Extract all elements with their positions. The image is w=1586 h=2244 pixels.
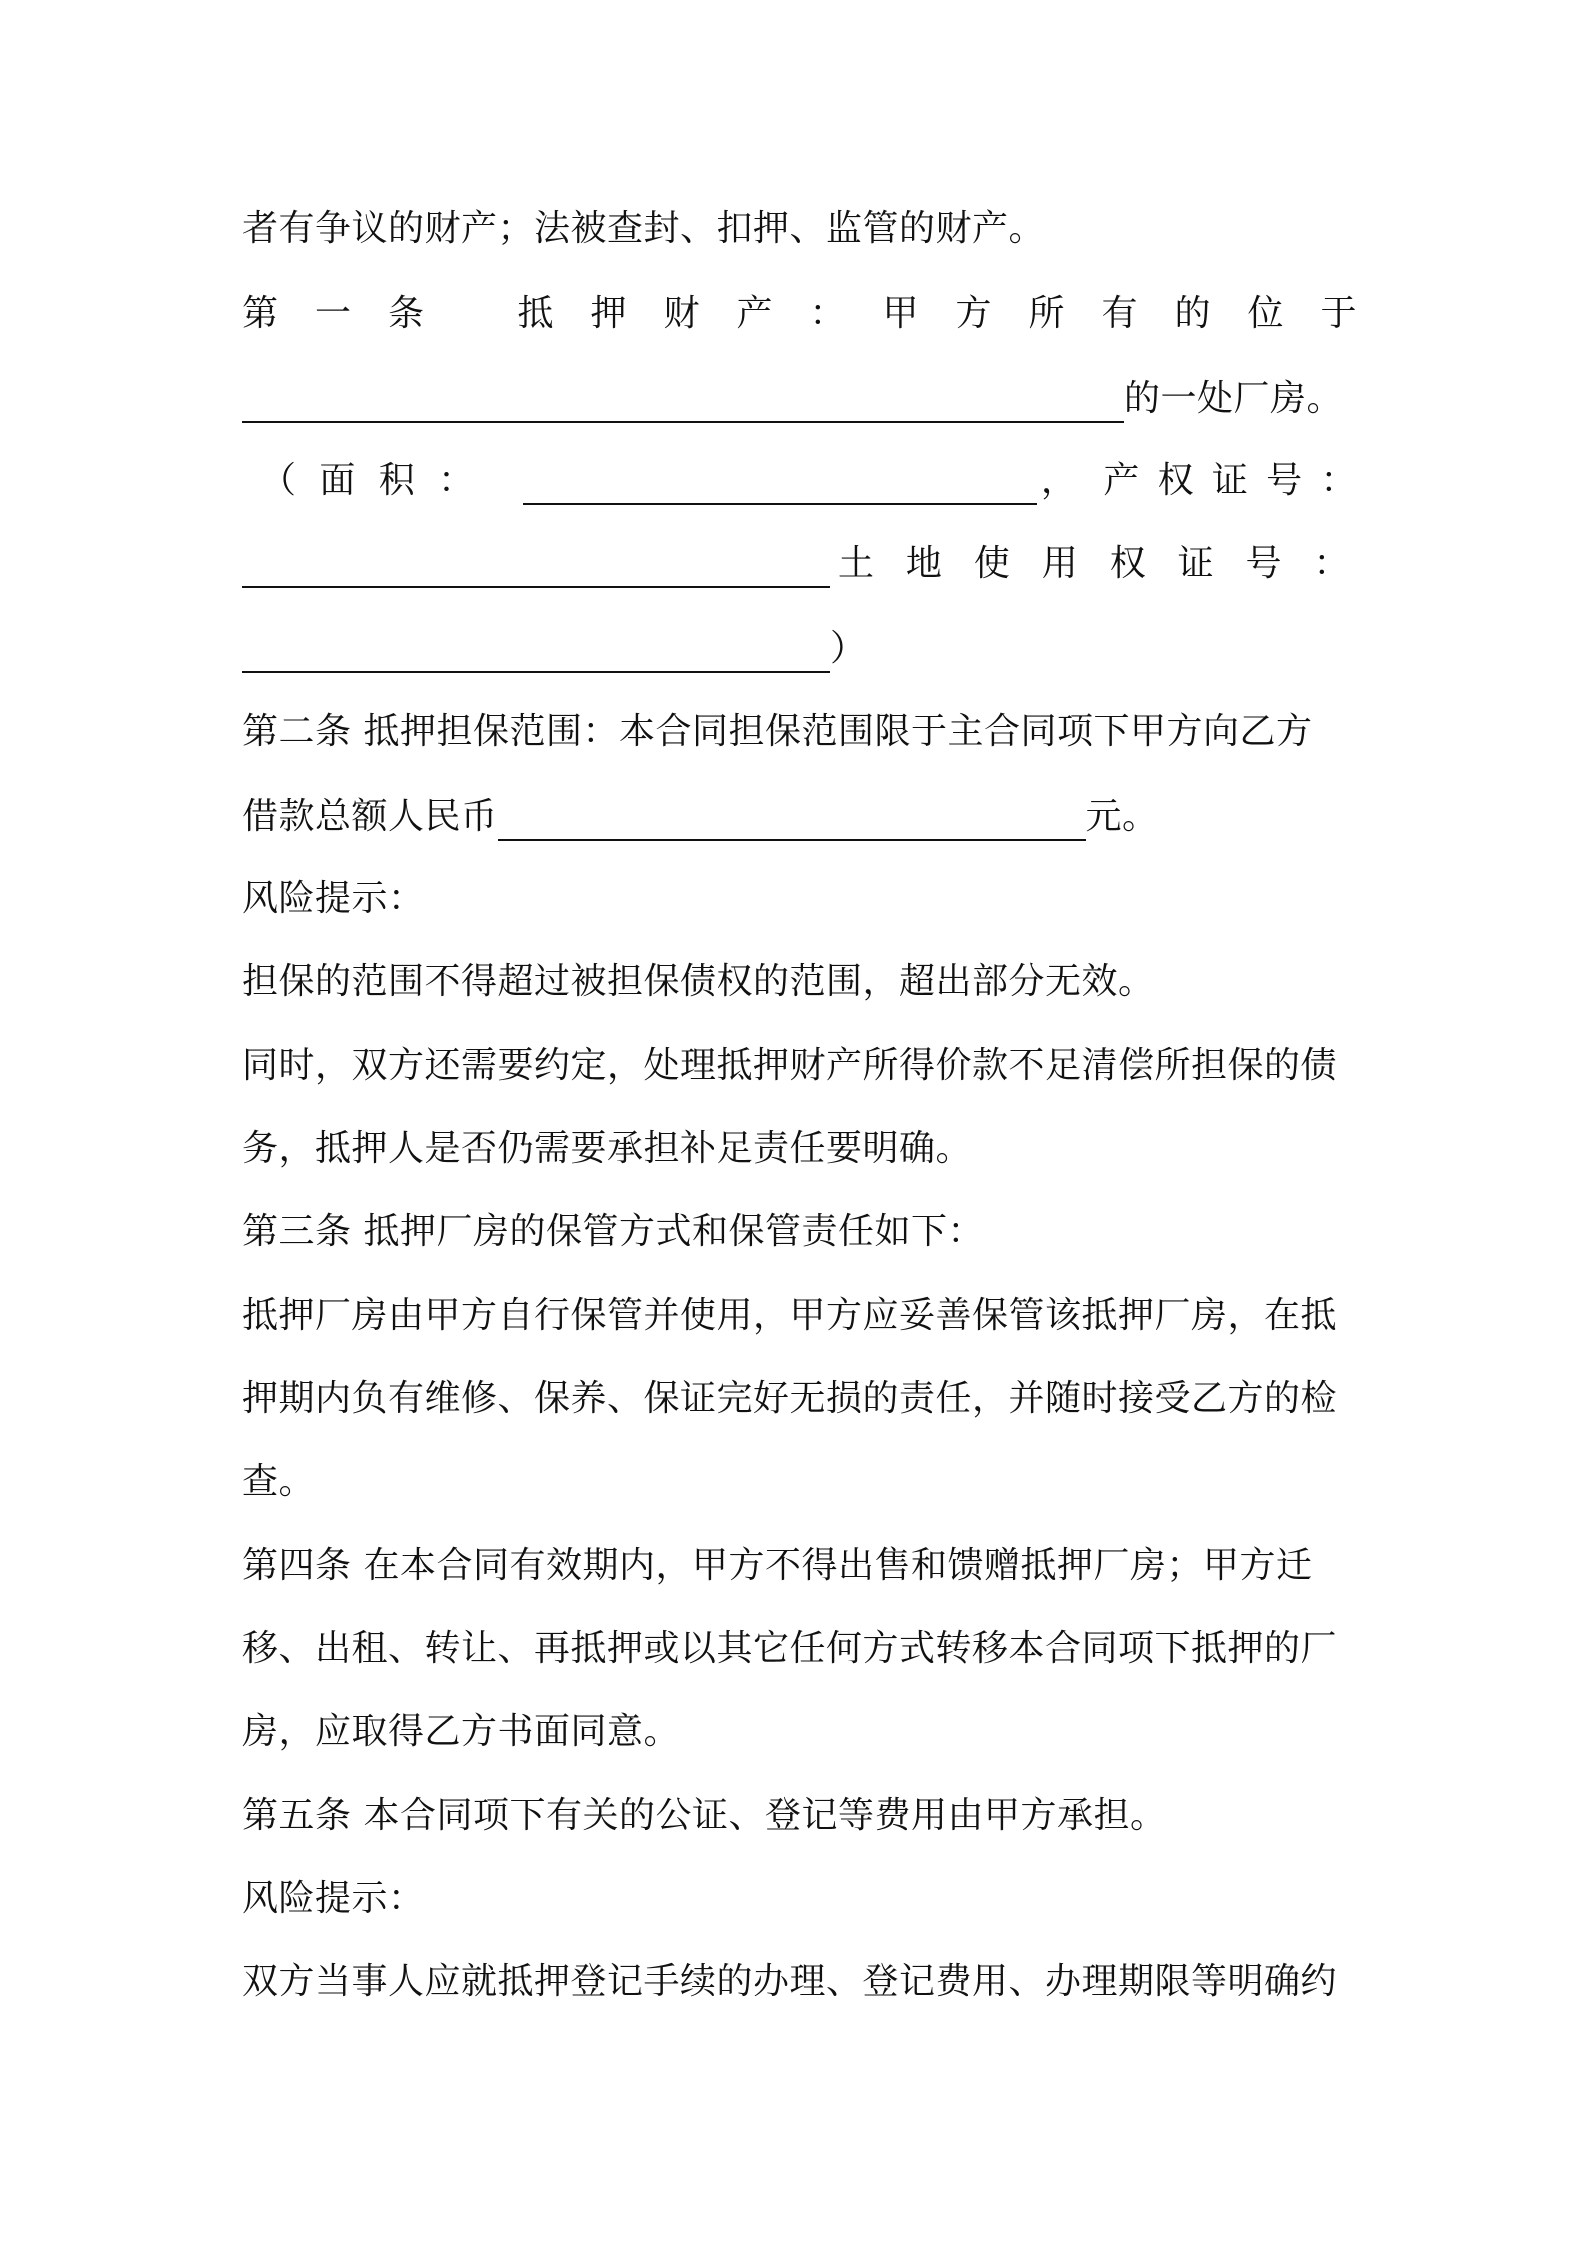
text-line-16: 查。 xyxy=(242,1461,316,1502)
char: 一 xyxy=(315,293,352,334)
text-line-22: 双方当事人应就抵押登记手续的办理、登记费用、办理期限等明确约 xyxy=(242,1961,1338,2002)
char: 有 xyxy=(1101,293,1138,334)
char: 积 xyxy=(378,460,416,501)
text: 的一处厂房。 xyxy=(1124,378,1344,419)
char: （ xyxy=(260,460,297,501)
char: 证 xyxy=(1177,543,1215,584)
text: ） xyxy=(830,628,867,669)
comma: ， xyxy=(1040,460,1078,501)
text: 元。 xyxy=(1085,796,1159,837)
char: 产 xyxy=(736,293,773,334)
char: 所 xyxy=(1028,293,1065,334)
land-cert-blank xyxy=(242,633,830,673)
location-line xyxy=(242,375,1357,423)
risk-tip-label: 风险提示： xyxy=(242,878,425,919)
char: ： xyxy=(1313,543,1350,584)
char: 面 xyxy=(319,460,356,501)
text-line-14: 抵押厂房由甲方自行保管并使用，甲方应妥善保管该抵押厂房，在抵 xyxy=(242,1295,1338,1336)
text-line-12: 务，抵押人是否仍需要承担补足责任要明确。 xyxy=(242,1128,973,1169)
property-cert-label xyxy=(1103,457,1357,505)
text-line-18: 移、出租、转让、再抵押或以其它任何方式转移本合同项下抵押的厂 xyxy=(242,1628,1338,1669)
char: 的 xyxy=(1174,293,1211,334)
text-line-19: 房，应取得乙方书面同意。 xyxy=(242,1711,681,1752)
property-cert-blank xyxy=(242,548,830,588)
article-1-heading xyxy=(242,290,1357,338)
article-3-heading: 第三条 抵押厂房的保管方式和保管责任如下： xyxy=(242,1211,984,1252)
char: 使 xyxy=(973,543,1011,584)
area-label xyxy=(260,457,475,505)
char: 地 xyxy=(905,543,943,584)
area-blank xyxy=(523,465,1037,505)
text-line-11: 同时，双方还需要约定，处理抵押财产所得价款不足清偿所担保的债 xyxy=(242,1045,1338,1086)
char: ： xyxy=(438,460,475,501)
char: ： xyxy=(1320,460,1357,501)
text-line-10: 担保的范围不得超过被担保债权的范围，超出部分无效。 xyxy=(242,961,1155,1002)
article-2-heading: 第二条 抵押担保范围：本合同担保范围限于主合同项下甲方向乙方 xyxy=(242,711,1313,752)
char: 甲 xyxy=(882,293,919,334)
char: 证 xyxy=(1211,460,1249,501)
char: 土 xyxy=(838,543,875,584)
char: 权 xyxy=(1109,543,1147,584)
char: 押 xyxy=(590,293,627,334)
land-cert-label xyxy=(838,540,1350,588)
char: 用 xyxy=(1041,543,1079,584)
article-5-heading: 第五条 本合同项下有关的公证、登记等费用由甲方承担。 xyxy=(242,1795,1167,1836)
text: 借款总额人民币 xyxy=(242,796,498,837)
land-cert-blank-line xyxy=(242,625,1357,673)
char: 抵 xyxy=(517,293,554,334)
char: 号 xyxy=(1245,543,1283,584)
char: 于 xyxy=(1320,293,1357,334)
char: ： xyxy=(809,293,846,334)
area-line xyxy=(242,457,1357,505)
loan-amount-line xyxy=(242,793,1357,841)
location-blank xyxy=(242,383,1124,423)
char: 位 xyxy=(1247,293,1284,334)
char: 条 xyxy=(388,293,425,334)
text-line-15: 押期内负有维修、保养、保证完好无损的责任，并随时接受乙方的检 xyxy=(242,1378,1338,1419)
text-line-1: 者有争议的财产；法被查封、扣押、监管的财产。 xyxy=(242,208,1046,249)
article-4-heading: 第四条 在本合同有效期内，甲方不得出售和馈赠抵押厂房；甲方迁 xyxy=(242,1545,1313,1586)
risk-tip-label-2: 风险提示： xyxy=(242,1878,425,1919)
char: 权 xyxy=(1157,460,1195,501)
char: 产 xyxy=(1103,460,1140,501)
char: 方 xyxy=(955,293,992,334)
char: 财 xyxy=(663,293,700,334)
loan-amount-blank xyxy=(498,801,1086,841)
spacer xyxy=(461,290,481,338)
char: 号 xyxy=(1266,460,1303,501)
char: 第 xyxy=(242,293,279,334)
land-cert-line xyxy=(242,540,1357,588)
